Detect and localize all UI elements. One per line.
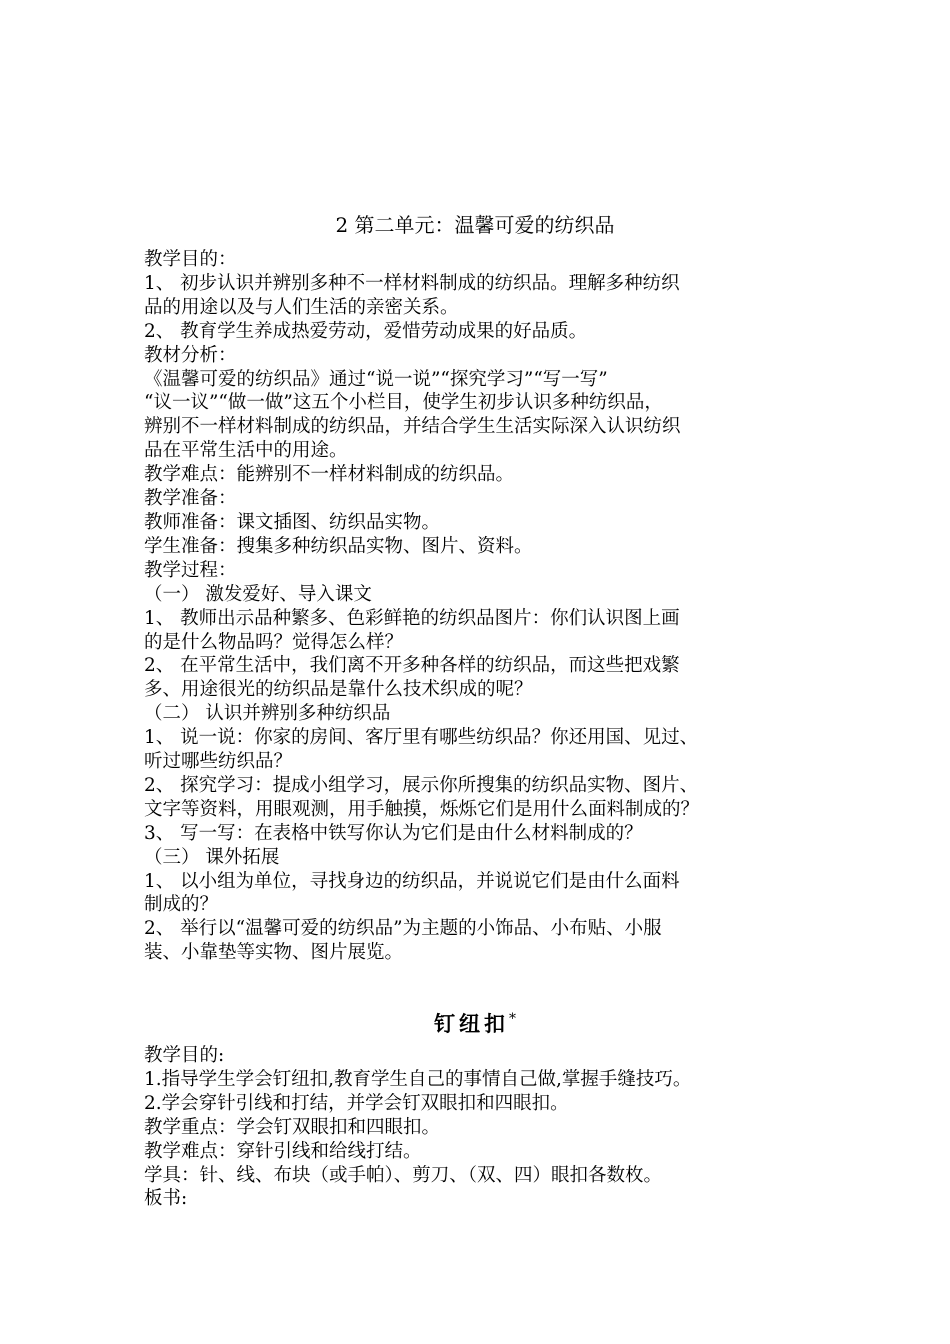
text-line: 文字等资料，用眼观测，用手触摸，烁烁它们是用什么面料制成的？ bbox=[144, 798, 700, 820]
lesson2-title-mark: * bbox=[509, 1011, 516, 1027]
text-line: 教学过程： bbox=[144, 559, 237, 581]
text-line: “议一议”“做一做”这五个小栏目，使学生初步认识多种纺织品， bbox=[144, 392, 663, 414]
text-line: 2.学会穿针引线和打结，并学会钉双眼扣和四眼扣。 bbox=[144, 1092, 569, 1114]
text-line: 1、 以小组为单位，寻找身边的纺织品，并说说它们是由什么面料 bbox=[144, 870, 680, 892]
lesson2-body bbox=[144, 1044, 834, 1211]
text-line: （三） 课外拓展 bbox=[144, 846, 280, 868]
text-line: 制成的？ bbox=[144, 894, 219, 916]
text-line: 品在平常生活中的用途。 bbox=[144, 440, 348, 462]
text-line: 教学准备： bbox=[144, 488, 237, 510]
text-line: 2、 教育学生养成热爱劳动，爱惜劳动成果的好品质。 bbox=[144, 320, 588, 342]
text-line: （二） 认识并辨别多种纺织品 bbox=[144, 703, 391, 725]
text-line: 的是什么物品吗？觉得怎么样？ bbox=[144, 631, 404, 653]
text-line: 1、 教师出示品种繁多、色彩鲜艳的纺织品图片：你们认识图上画 bbox=[144, 607, 680, 629]
text-line: 教学难点：穿针引线和给线打结。 bbox=[144, 1140, 422, 1162]
text-line: 2、 在平常生活中，我们离不开多种各样的纺织品，而这些把戏繁 bbox=[144, 655, 680, 677]
text-line: 1、 说一说：你家的房间、客厅里有哪些纺织品？你还用国、见过、 bbox=[144, 727, 699, 749]
text-line: 板书: bbox=[144, 1188, 188, 1210]
lesson1-body bbox=[144, 248, 834, 965]
text-line: 2、 探究学习：提成小组学习，展示你所搜集的纺织品实物、图片、 bbox=[144, 774, 699, 796]
text-line: 1.指导学生学会钉纽扣,教育学生自己的事情自己做,掌握手缝技巧。 bbox=[144, 1068, 692, 1090]
text-line: 教学目的: bbox=[144, 1045, 225, 1066]
text-line: 装、小靠垫等实物、图片展览。 bbox=[144, 942, 404, 964]
text-line: 教师准备：课文插图、纺织品实物。 bbox=[144, 511, 441, 533]
text-line: 教学难点：能辨别不一样材料制成的纺织品。 bbox=[144, 464, 515, 486]
unit-title: 2 第二单元：温馨可爱的纺织品 bbox=[335, 213, 615, 237]
text-line: （一） 激发爱好、导入课文 bbox=[144, 583, 372, 605]
lesson2-title bbox=[0, 1005, 950, 1038]
text-line: 《温馨可爱的纺织品》通过“说一说”“探究学习”“写一写” bbox=[144, 368, 608, 390]
text-line: 3、 写一写：在表格中铁写你认为它们是由什么材料制成的？ bbox=[144, 822, 643, 844]
text-line: 教学重点：学会钉双眼扣和四眼扣。 bbox=[144, 1116, 441, 1138]
text-line: 教材分析： bbox=[144, 344, 237, 366]
text-line: 听过哪些纺织品？ bbox=[144, 751, 293, 773]
text-line: 学生准备：搜集多种纺织品实物、图片、资料。 bbox=[144, 535, 533, 557]
text-line: 1、 初步认识并辨别多种不一样材料制成的纺织品。理解多种纺织 bbox=[144, 272, 680, 294]
text-line: 品的用途以及与人们生活的亲密关系。 bbox=[144, 296, 459, 318]
text-line: 教学目的： bbox=[144, 249, 237, 270]
text-line: 2、 举行以“温馨可爱的纺织品”为主题的小饰品、小布贴、小服 bbox=[144, 918, 662, 940]
lesson2-title-text: 钉纽扣 bbox=[434, 1011, 509, 1036]
text-line: 多、用途很光的纺织品是靠什么技术织成的呢？ bbox=[144, 679, 533, 701]
text-line: 辨别不一样材料制成的纺织品，并结合学生生活实际深入认识纺织 bbox=[144, 416, 681, 438]
text-line: 学具：针、线、布块（或手帕）、剪刀、（双、四）眼扣各数枚。 bbox=[144, 1164, 663, 1186]
